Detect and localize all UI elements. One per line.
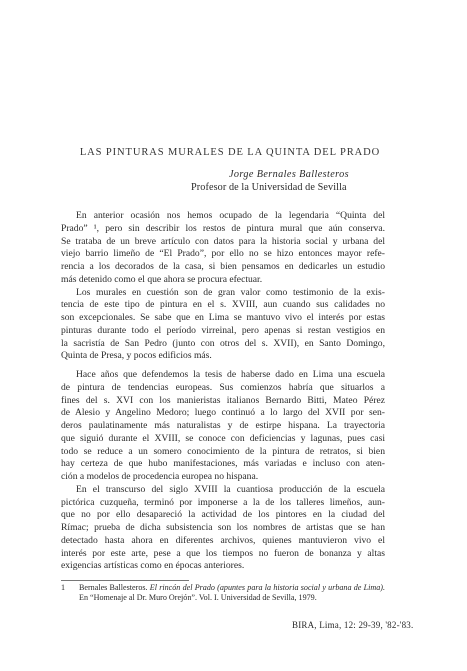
text-line: de Alesio y Angelino Medoro; luego continuó a lo largo del XVII por sen- <box>61 407 385 419</box>
text-line: de pintura de tendencias europeas. Sus comienzos habría que situarlos a <box>61 381 385 393</box>
text-line: rencia a los decorados de la casa, si bien pensamos en dedicarles un estudio <box>61 261 385 272</box>
footnote-cited-title: El rincón del Prado (apuntes para la historia social y urbana de Lima). <box>149 583 385 592</box>
text-line: Rímac; prueba de dicha subsistencia son los nombres de artistas que se han <box>61 522 385 533</box>
text-line: Se trataba de un breve artículo con datos para la historia social y urbana del <box>61 235 385 247</box>
author-affiliation: Profesor de la Universidad de Sevilla <box>191 182 347 193</box>
text-line: que no por ello desapareció la actividad de los pintores en la ciudad del <box>61 509 385 521</box>
text-line: viejo barrio limeño de “El Prado”, por ello no se hizo entonces mayor refe- <box>61 248 385 260</box>
text-line: Prado” ¹, pero sin describir los restos de pintura mural que aún conserva. <box>61 222 385 234</box>
text-line: fines del s. XVI con los manieristas italianos Bernardo Bitti, Mateo Pérez <box>61 394 385 406</box>
text-line: exigencias artísticas como en épocas anteriores. <box>61 560 245 572</box>
paragraph-1 <box>61 210 385 287</box>
journal-page-reference: BIRA, Lima, 12: 29-39, '82-'83. <box>292 620 414 630</box>
article-title: LAS PINTURAS MURALES DE LA QUINTA DEL PRADO <box>79 147 381 158</box>
text-line: son excepcionales. Se sabe que en Lima se mantuvo vivo el interés por estas <box>61 312 385 323</box>
author-name: Jorge Bernales Ballesteros <box>229 169 349 180</box>
text-line: pictórica cuzqueña, terminó por imponerse a la de los talleres limeños, aun- <box>61 496 385 508</box>
text-line: todo se reduce a un somero conocimiento de la pintura de retratos, si bien <box>61 445 385 457</box>
text-line: Hace años que defendemos la tesis de haberse dado en Lima una escuela <box>76 369 385 380</box>
text-line: En anterior ocasión nos hemos ocupado de la legendaria “Quinta del <box>76 210 385 221</box>
text-line: deros paulatinamente más naturalistas y de estirpe hispana. La trayectoria <box>61 420 385 431</box>
text-line: más detenido como el que ahora se procura efectuar. <box>61 273 263 285</box>
footnote-number: 1 <box>61 583 66 592</box>
footnote <box>61 583 385 603</box>
paragraph-3 <box>61 369 385 484</box>
text-line: tencia de este tipo de pintura en el s. XVIII, aun cuando sus calidades no <box>61 299 385 311</box>
text-line: que siguió durante el XVIII, se conoce con deficiencias y lagunas, pues casi <box>61 432 385 444</box>
footnote-divider <box>61 580 189 581</box>
footnote-author: Bernales Ballesteros. <box>79 583 148 592</box>
text-line: ción a modelos de procedencia europea no hispana. <box>61 471 259 482</box>
text-line: pinturas durante todo el período virreinal, pero apenas si restan vestigios en <box>61 324 385 336</box>
text-line: hay certeza de que hubo manifestaciones, más variadas e incluso con aten- <box>61 458 385 470</box>
body-text <box>61 210 385 573</box>
footnote-citation-details: En “Homenaje al Dr. Muro Orejón”. Vol. I. Universidad de Sevilla, 1979. <box>79 593 317 602</box>
text-line: En el transcurso del siglo XVIII la cuantiosa producción de la escuela <box>76 483 385 495</box>
text-line: Los murales en cuestión son de gran valor como testimonio de la exis- <box>76 286 385 298</box>
paragraph-2 <box>61 287 385 364</box>
text-line: Quinta de Presa, y pocos edificios más. <box>61 350 212 362</box>
paragraph-4 <box>61 484 385 573</box>
footnote-text <box>79 583 385 603</box>
text-line: la sacristía de San Pedro (junto con otros del s. XVII), en Santo Domingo, <box>61 337 385 349</box>
text-line: detectado hasta ahora en diferentes archivos, quienes mantuvieron vivo el <box>61 534 385 546</box>
text-line: interés por este arte, pese a que los tiempos no fueron de bonanza y altas <box>61 547 385 559</box>
